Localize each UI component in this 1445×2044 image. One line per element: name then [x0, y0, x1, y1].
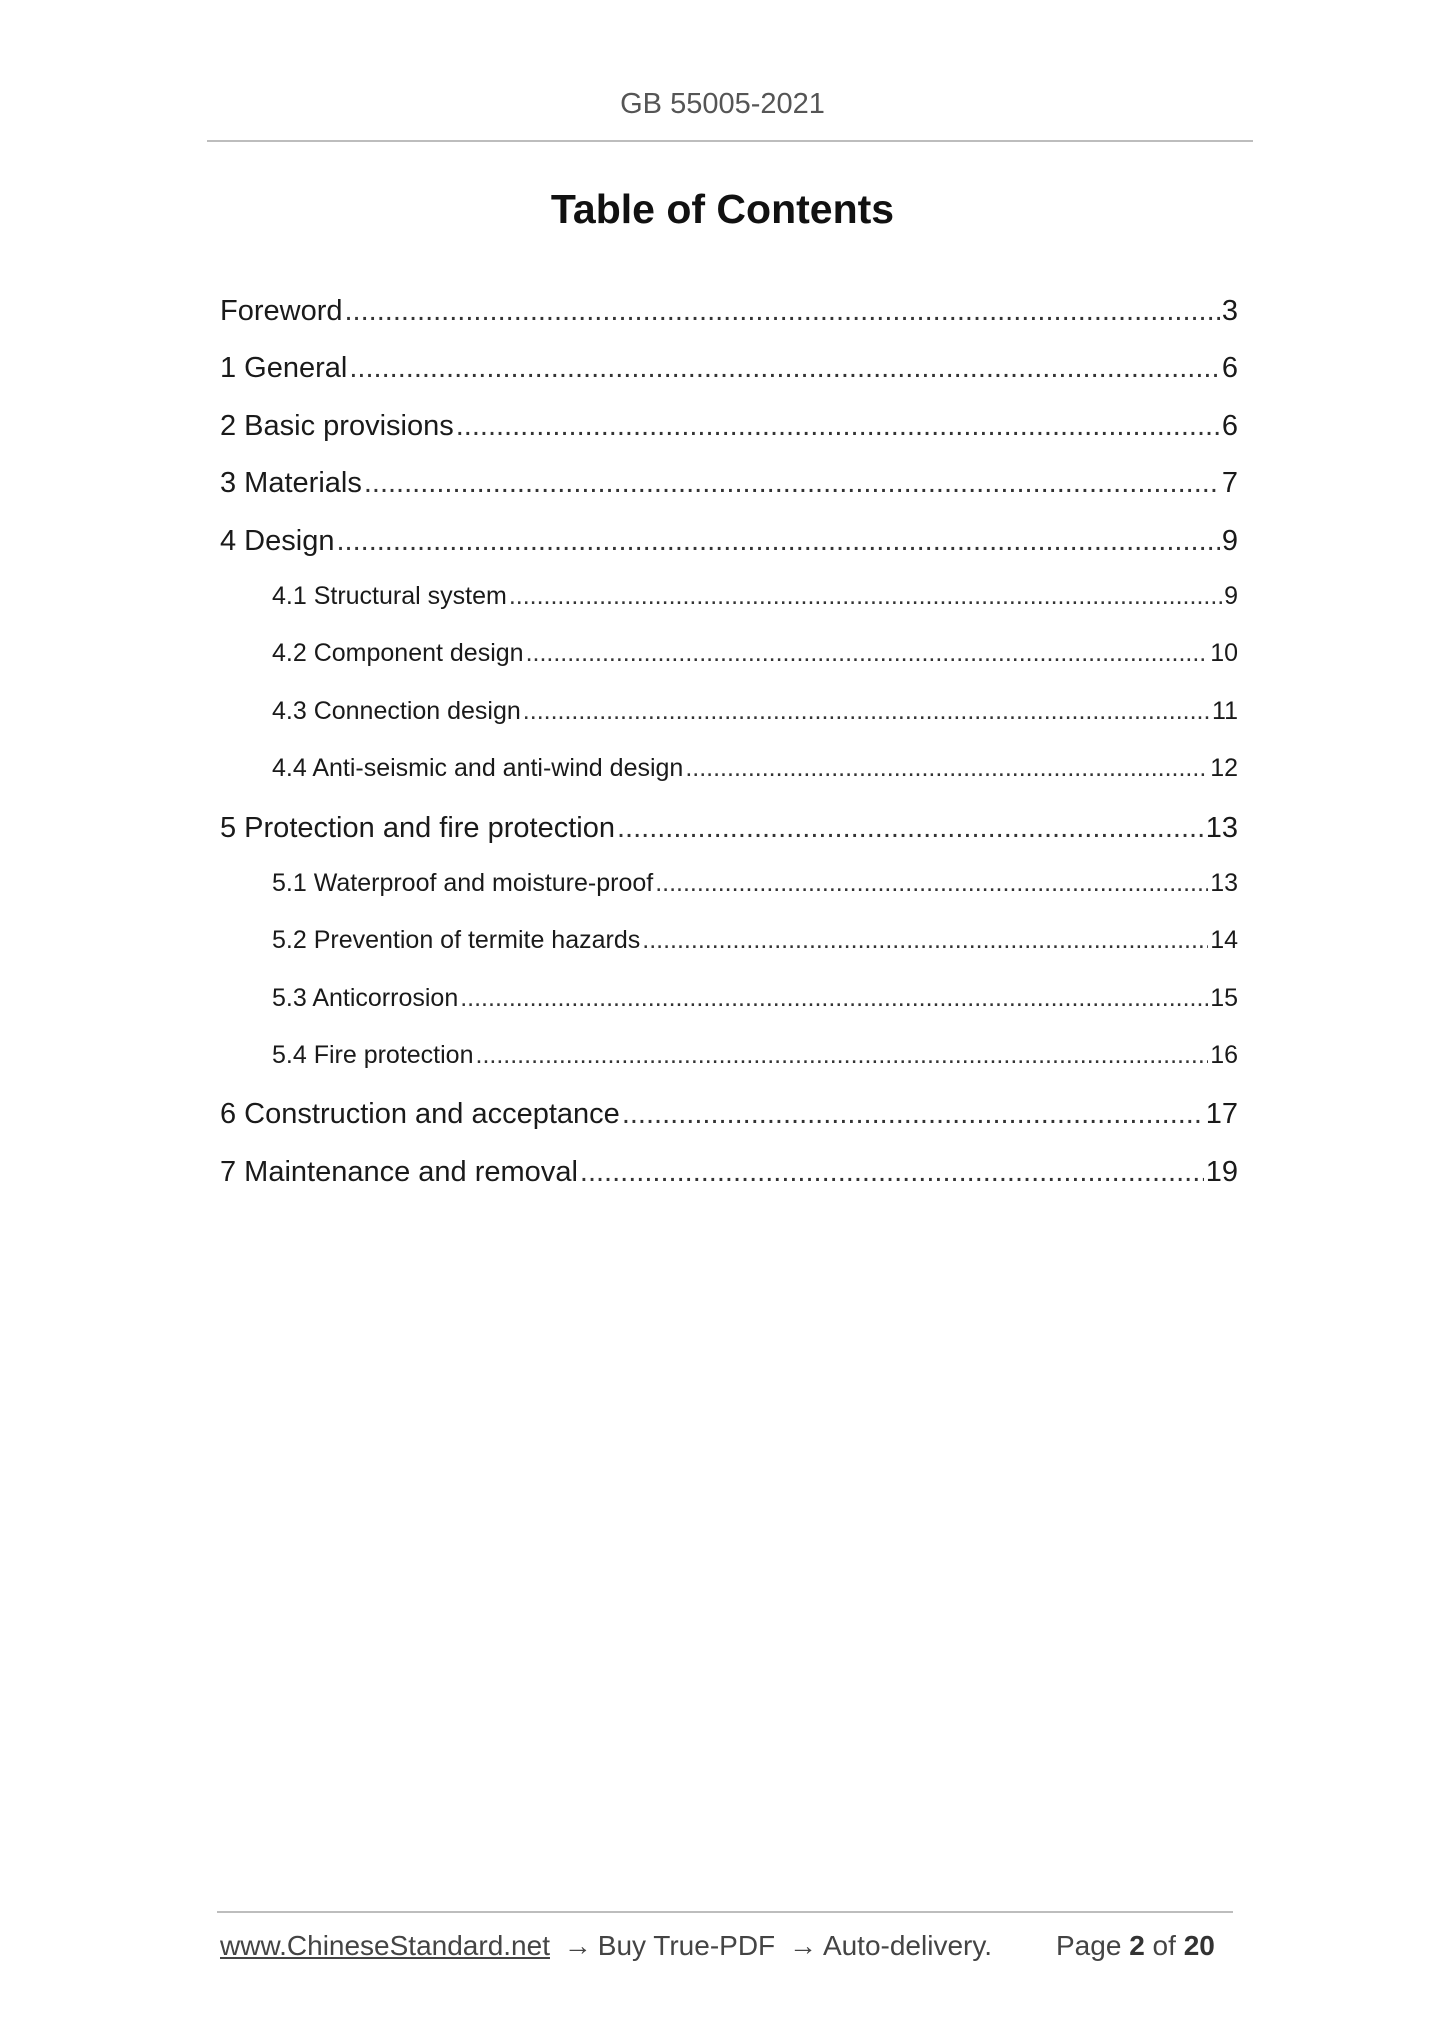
toc-dot-leader [685, 754, 1208, 783]
toc-entry-label: Foreword [220, 295, 343, 327]
toc-entry-label: 4.3 Connection design [272, 696, 521, 725]
toc-dot-leader [364, 467, 1220, 500]
toc-entry-label: 5.2 Prevention of termite hazards [272, 926, 641, 955]
toc-entry-foreword[interactable] [220, 295, 1238, 352]
toc-entry-page: 9 [1221, 524, 1238, 557]
toc-entry-page: 6 [1221, 409, 1238, 442]
toc-entry-page: 17 [1205, 1098, 1238, 1131]
footer-step-buy: Buy True-PDF [597, 1930, 776, 1961]
toc-entry-page: 13 [1205, 811, 1238, 844]
toc-entry-label: 5.1 Waterproof and moisture-proof [272, 868, 654, 897]
page-indicator [1056, 1930, 1215, 1962]
toc-entry-design[interactable] [220, 525, 1238, 582]
toc-dot-leader [345, 295, 1220, 328]
toc-entry-termite-hazards[interactable] [220, 926, 1238, 983]
toc-entry-structural-system[interactable] [220, 582, 1238, 639]
toc-entry-page: 12 [1210, 754, 1238, 783]
toc-entry-label: 5 Protection and fire protection [220, 811, 615, 844]
page-current: 2 [1129, 1930, 1145, 1961]
toc-entry-materials[interactable] [220, 467, 1238, 524]
toc-entry-general[interactable] [220, 352, 1238, 409]
toc-dot-leader [617, 812, 1204, 845]
toc-entry-page: 10 [1210, 639, 1238, 668]
header-doc-id: GB 55005-2021 [620, 88, 825, 120]
toc-entry-protection[interactable] [220, 812, 1238, 869]
toc-entry-label: 5.4 Fire protection [272, 1041, 474, 1070]
toc-entry-label: 7 Maintenance and removal [220, 1155, 578, 1188]
toc-entry-anticorrosion[interactable] [220, 984, 1238, 1041]
toc-entry-fire-protection[interactable] [220, 1041, 1238, 1098]
footer-site-link[interactable]: www.ChineseStandard.net [220, 1930, 550, 1961]
page-title: Table of Contents [550, 186, 895, 232]
toc-entry-connection-design[interactable] [220, 697, 1238, 754]
toc-entry-label: 4.1 Structural system [272, 581, 507, 610]
toc-entry-label: 4.4 Anti-seismic and anti-wind design [272, 754, 684, 783]
toc-entry-page: 3 [1221, 295, 1238, 327]
toc-dot-leader [336, 525, 1219, 558]
footer-promo [220, 1930, 992, 1962]
toc-entry-page: 19 [1205, 1155, 1238, 1188]
toc-entry-label: 4.2 Component design [272, 639, 524, 668]
toc-entry-label: 6 Construction and acceptance [220, 1098, 620, 1131]
toc-entry-label: 1 General [220, 352, 348, 385]
toc-entry-label: 5.3 Anticorrosion [272, 983, 459, 1012]
toc-entry-label: 3 Materials [220, 467, 362, 500]
arrow-right-icon: → [563, 1930, 592, 1961]
footer-step-delivery: Auto-delivery. [822, 1930, 993, 1961]
arrow-right-icon: → [788, 1930, 817, 1961]
toc-entry-page: 6 [1221, 352, 1238, 385]
toc-entry-page: 13 [1210, 868, 1238, 897]
toc-dot-leader [509, 582, 1222, 611]
toc-dot-leader [655, 869, 1208, 898]
toc-entry-page: 9 [1224, 581, 1238, 610]
page-total: 20 [1183, 1930, 1215, 1961]
toc-entry-page: 7 [1221, 467, 1238, 500]
footer-divider [217, 1911, 1233, 1913]
toc-dot-leader [349, 352, 1220, 385]
toc-dot-leader [580, 1156, 1204, 1189]
toc-entry-page: 15 [1210, 983, 1238, 1012]
toc-entry-page: 14 [1210, 926, 1238, 955]
toc-entry-page: 11 [1212, 696, 1238, 725]
toc-dot-leader [460, 984, 1208, 1013]
toc-dot-leader [456, 410, 1220, 443]
toc-entry-label: 2 Basic provisions [220, 409, 454, 442]
toc-entry-anti-seismic-design[interactable] [220, 754, 1238, 811]
toc-entry-label: 4 Design [220, 524, 335, 557]
toc-entry-construction[interactable] [220, 1098, 1238, 1155]
toc-entry-basic-provisions[interactable] [220, 410, 1238, 467]
toc-entry-page: 16 [1210, 1041, 1238, 1070]
toc-dot-leader [476, 1041, 1209, 1070]
table-of-contents [220, 295, 1238, 1213]
page-word: Page [1056, 1930, 1122, 1961]
toc-dot-leader [526, 639, 1209, 668]
toc-entry-waterproof[interactable] [220, 869, 1238, 926]
toc-dot-leader [523, 697, 1210, 726]
header-divider [207, 140, 1253, 142]
toc-entry-component-design[interactable] [220, 639, 1238, 696]
toc-entry-maintenance[interactable] [220, 1156, 1238, 1213]
toc-dot-leader [622, 1098, 1204, 1131]
toc-dot-leader [642, 926, 1208, 955]
of-word: of [1152, 1930, 1176, 1961]
